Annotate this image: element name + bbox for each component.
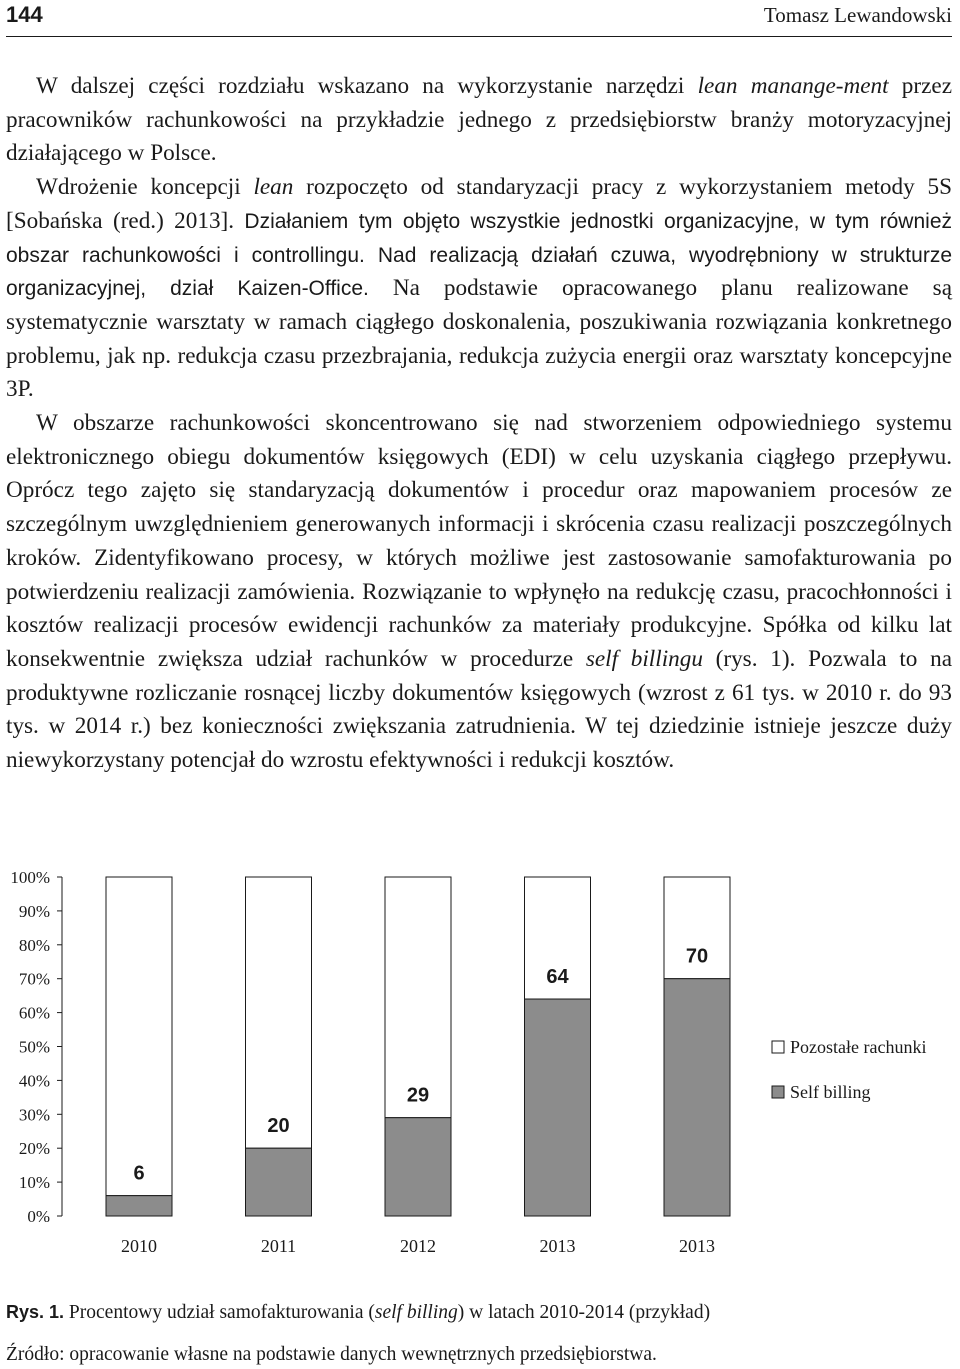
bar-self-billing — [246, 1148, 312, 1216]
italic-term: lean manange-ment — [697, 73, 889, 99]
bar-self-billing — [525, 999, 591, 1216]
x-category-label: 2011 — [260, 1236, 297, 1256]
italic-term: self billingu — [585, 645, 703, 672]
caption-text: Procentowy udział samofakturowania ( — [64, 1302, 375, 1323]
figure-caption — [6, 1299, 952, 1326]
bar-data-label: 70 — [685, 945, 709, 968]
x-category-label: 2010 — [121, 1236, 157, 1256]
bar-data-label: 29 — [406, 1084, 430, 1107]
text-run-sans: Działaniem tym objęto wszystkie jednostki organizacyjne, w tym również obszar rachunkowości i controllingu. Nad realizacją działań czuwa, wyodrębniony w strukturze organizacyjnej, dział Kaizen-Office. — [6, 209, 952, 301]
x-category-label: 2012 — [400, 1236, 436, 1256]
text-run: W obszarze rachunkowości skoncentrowano się nad stworzeniem odpowiedniego systemu elektronicznego obiegu dokumentów księgowych (EDI) w celu uzyskania ciągłego przepływu. Oprócz tego zajęto się standaryzacją dokumentów i procedur oraz mapowaniem procesów ze szczególnym uwzględnieniem generowanych informacji i skrócenia czasu realizacji poszczególnych kroków. Zidentyfikowano procesy, w których możliwe jest zastosowanie samofakturowania po potwierdzeniu realizacji zamówienia. Rozwiązanie to wpłynęło na redukcję czasu, pracochłonności i kosztów realizacji procesów ewidencji rachunków za materiały produkcyjne. Spółka od kilku lat konsekwentnie zwiększa udział rachunków w procedurze — [6, 410, 952, 672]
caption-label: Rys. 1. — [6, 1302, 65, 1322]
text-run: przez pracowników rachunkowości na przykładzie jednego z przedsiębiorstw branży motoryzacyjnej działającego w Polsce. — [6, 73, 952, 167]
y-tick-label: 20% — [18, 1139, 50, 1159]
paragraph-2 — [6, 171, 952, 407]
bar-self-billing — [385, 1118, 451, 1216]
running-head-author: Tomasz Lewandowski — [763, 3, 952, 27]
y-tick-label: 50% — [18, 1037, 50, 1057]
text-run: rozpoczęto od standaryzacji pracy z wykorzystaniem metody 5S [Sobańska (red.) 2013]. — [6, 174, 952, 234]
y-tick-label: 30% — [18, 1105, 50, 1125]
text-run: W dalszej części rozdziału wskazano na wykorzystanie narzędzi — [36, 73, 698, 99]
paragraph-1 — [6, 70, 952, 171]
x-category-label: 2013 — [539, 1236, 576, 1256]
italic-term: lean — [253, 174, 294, 201]
y-tick-label: 100% — [10, 868, 50, 887]
y-tick-label: 10% — [18, 1173, 50, 1193]
stacked-bar-chart — [0, 860, 960, 1260]
y-tick-label: 60% — [18, 1003, 50, 1023]
text-run: (rys. 1). Pozwala to na produktywne rozliczanie rosnącej liczby dokumentów księgowych (wzrost z 61 tys. w 2010 r. do 93 tys. w 2014 r.) bez konieczności zwiększania zatrudnienia. W tej dziedzinie istnieje jeszcze duży niewykorzystany potencjał do wzrostu efektywności i redukcji kosztów. — [6, 645, 953, 774]
page-number: 144 — [6, 2, 43, 27]
y-tick-label: 40% — [18, 1071, 50, 1091]
legend-swatch — [772, 1086, 784, 1098]
bar-data-label: 20 — [267, 1115, 290, 1138]
bar-self-billing — [664, 979, 730, 1216]
y-tick-label: 70% — [18, 969, 50, 989]
bar-data-label: 64 — [546, 966, 569, 989]
y-tick-label: 0% — [27, 1207, 50, 1226]
bar-self-billing — [106, 1196, 172, 1216]
legend-label: Self billing — [790, 1082, 871, 1102]
text-run: Na podstawie opracowanego planu realizowane są systematycznie warsztaty w ramach ciągłego doskonalenia, poszukiwania rozwiązania konkretnego problemu, jak np. redukcja czasu przezbrajania, redukcja zużycia energii oraz warsztaty koncepcyjne 3P. — [6, 275, 952, 403]
y-tick-label: 80% — [18, 935, 50, 955]
legend-swatch — [772, 1041, 784, 1053]
bar-pozostale-rachunki — [106, 877, 172, 1196]
legend-label: Pozostałe rachunki — [790, 1037, 927, 1057]
paragraph-3 — [6, 407, 952, 778]
bar-data-label: 6 — [133, 1162, 145, 1185]
bar-pozostale-rachunki — [246, 877, 312, 1148]
bar-pozostale-rachunki — [385, 877, 451, 1118]
y-tick-label: 90% — [18, 901, 50, 921]
running-header — [6, 0, 952, 37]
caption-text: ) w latach 2010-2014 (przykład) — [457, 1302, 711, 1323]
x-category-label: 2013 — [679, 1236, 715, 1256]
caption-italic: self billing — [374, 1302, 458, 1323]
text-run: Wdrożenie koncepcji — [36, 174, 254, 201]
source-note: Źródło: opracowanie własne na podstawie danych wewnętrznych przedsiębiorstwa. — [6, 1344, 657, 1365]
body-text — [6, 70, 952, 778]
